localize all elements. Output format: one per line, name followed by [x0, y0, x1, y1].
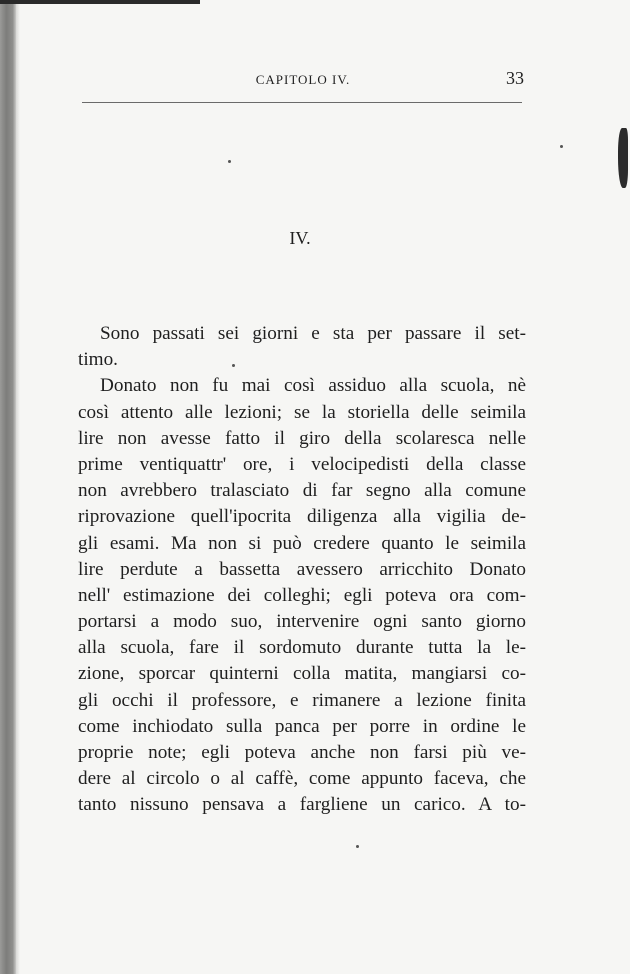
chapter-heading: IV. — [289, 228, 311, 248]
text-line: nell' estimazione dei colleghi; egli poteva ora com- — [78, 584, 526, 606]
text-line: Sono passati sei giorni e sta per passare il set- — [100, 323, 526, 344]
scan-speck — [228, 160, 231, 163]
text-line: lire non avesse fatto il giro della scolaresca nelle — [78, 427, 526, 449]
text-line: gli occhi il professore, e rimanere a lezione finita — [78, 689, 526, 711]
text-line: tanto nissuno pensava a fargliene un carico. A to- — [78, 794, 526, 816]
ink-blot — [618, 128, 628, 188]
text-line: gli esami. Ma non si può credere quanto le seimila — [78, 532, 526, 554]
text-line: alla scuola, fare il sordomuto durante tutta la le- — [78, 637, 526, 659]
scan-speck — [560, 145, 563, 148]
text-line: Donato non fu mai così assiduo alla scuola, nè — [100, 375, 526, 397]
header-rule — [82, 102, 522, 103]
text-line: dere al circolo o al caffè, come appunto faceva, che — [78, 768, 526, 790]
text-line: zione, sporcar quinterni colla matita, mangiarsi co- — [78, 663, 526, 685]
text-line: così attento alle lezioni; se la storiella delle seimila — [78, 401, 526, 423]
text-line: non avrebbero tralasciato di far segno alla comune — [78, 480, 526, 502]
page-header — [82, 68, 524, 90]
text-line: timo. — [78, 349, 118, 371]
scan-speck — [232, 364, 235, 367]
page-number: 33 — [506, 68, 524, 88]
text-line: lire perdute a bassetta avessero arricchito Donato — [78, 558, 526, 580]
text-line: prime ventiquattr' ore, i velocipedisti della classe — [78, 453, 526, 475]
text-line: portarsi a modo suo, intervenire ogni santo giorno — [78, 611, 526, 633]
page-binding-edge — [0, 0, 16, 974]
text-line: riprovazione quell'ipocrita diligenza alla vigilia de- — [78, 506, 526, 528]
scan-speck — [356, 845, 359, 848]
body-text — [78, 321, 526, 819]
text-line: proprie note; egli poteva anche non farsi più ve- — [78, 742, 526, 763]
scan-top-edge — [0, 0, 200, 4]
running-head: CAPITOLO IV. — [255, 72, 351, 87]
text-line: come inchiodato sulla panca per porre in ordine le — [78, 715, 526, 737]
